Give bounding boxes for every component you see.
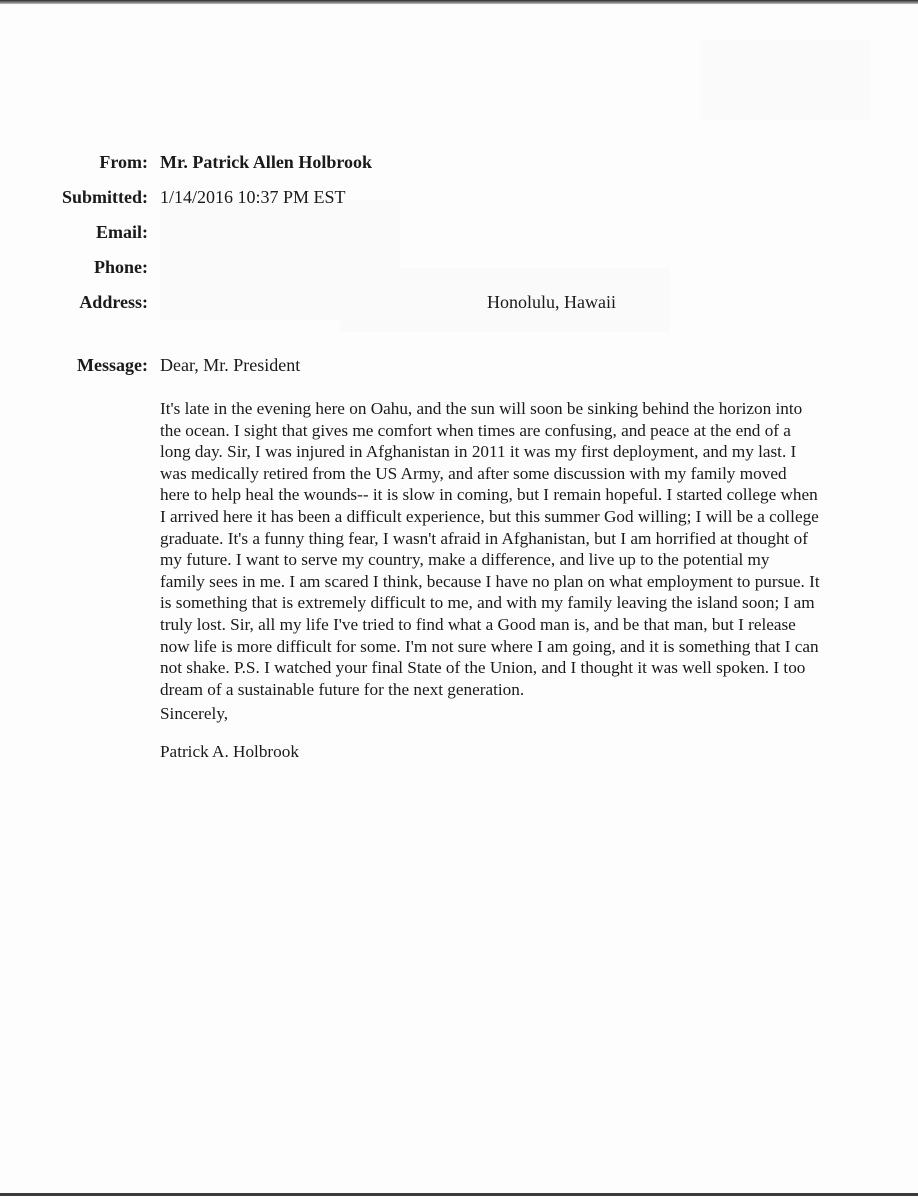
message-line: my future. I want to serve my country, make a difference, and live up to the potential my (160, 550, 770, 570)
scan-bottom-edge (0, 1193, 918, 1196)
redaction-area (700, 40, 870, 120)
submitted-label: Submitted: (61, 187, 148, 207)
message-line: was medically retired from the US Army, and after some discussion with my family moved (160, 463, 787, 483)
address-label: Address: (79, 292, 148, 312)
message-line: the ocean. I sight that gives me comfort when times are confusing, and peace at the end of a (160, 420, 791, 440)
scan-top-edge (0, 0, 918, 4)
message-line: is something that is extremely difficult to me, and with my family leaving the island soon; I am (160, 593, 815, 613)
from-label: From: (99, 152, 148, 172)
message-line: here to help heal the wounds-- it is slow in coming, but I remain hopeful. I started college when (160, 485, 818, 505)
message-line: now life is more difficult for some. I'm not sure where I am going, and it is something that I can (160, 636, 819, 656)
message-body (160, 398, 860, 700)
address-value: Honolulu, Hawaii (487, 292, 616, 312)
message-line: long day. Sir, I was injured in Afghanistan in 2011 it was my first deployment, and my last. I (160, 442, 797, 462)
submitted-value: 1/14/2016 10:37 PM EST (160, 187, 346, 207)
email-label: Email: (96, 222, 148, 242)
closing: Sincerely, (160, 704, 229, 723)
message-label: Message: (77, 355, 148, 375)
from-value: Mr. Patrick Allen Holbrook (160, 152, 373, 172)
phone-label: Phone: (94, 257, 148, 277)
message-line: It's late in the evening here on Oahu, and the sun will soon be sinking behind the horizon into (160, 399, 803, 418)
message-line: family sees in me. I am scared I think, because I have no plan on what employment to pursue. It (160, 571, 820, 591)
salutation: Dear, Mr. President (160, 355, 301, 375)
message-line: I arrived here it has been a difficult experience, but this summer God willing; I will be a college (160, 506, 819, 526)
signature: Patrick A. Holbrook (160, 742, 299, 761)
message-line: truly lost. Sir, all my life I've tried to find what a Good man is, and be that man, but I release (160, 614, 796, 634)
message-line: not shake. P.S. I watched your final State of the Union, and I thought it was well spoken. I too (160, 658, 806, 678)
message-line: dream of a sustainable future for the next generation. (160, 679, 525, 699)
message-line: graduate. It's a funny thing fear, I wasn't afraid in Afghanistan, but I am horrified at thought of (160, 528, 808, 548)
